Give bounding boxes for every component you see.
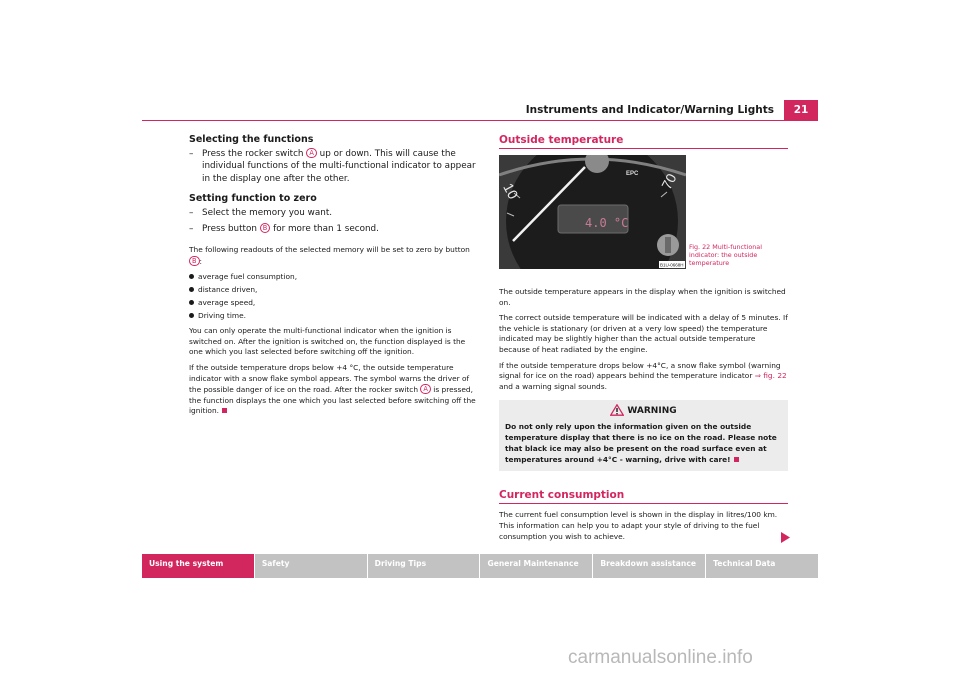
tab-using-system[interactable]: Using the system	[142, 554, 254, 578]
figure-code: B1U-0668H	[660, 262, 684, 268]
heading-setting-zero: Setting function to zero	[189, 193, 317, 205]
heading-selecting-functions: Selecting the functions	[189, 134, 314, 145]
bullet-icon	[189, 313, 194, 318]
paragraph-ignition: You can only operate the multi-functional indicator when the ignition is switched on. After the ignition is switched on, the function displayed is the one which you last selected before switching off the ignition.	[189, 326, 466, 357]
list-item: distance driven,	[189, 283, 477, 296]
warning-title: WARNING	[627, 406, 677, 417]
paragraph-display: The outside temperature appears in the display when the ignition is switched on.	[499, 287, 786, 307]
gauge-label-right: 70	[658, 170, 680, 193]
section-title-outside-temperature: Outside temperature	[499, 134, 788, 149]
page-number: 21	[784, 100, 818, 120]
gauge-label-left: 10	[500, 180, 522, 202]
epc-label: EPC	[626, 171, 639, 177]
warning-body: Do not only rely upon the information given on the outside temperature display that there is no ice on the road. Please note that black ice may also be present on the road surface even at temperatures around +4°C - warning, drive with care!	[505, 422, 777, 465]
figure-row	[499, 155, 788, 275]
tab-technical-data[interactable]: Technical Data	[706, 554, 818, 578]
paragraph-delay: The correct outside temperature will be indicated with a delay of 5 minutes. If the vehicle is stationary (or driven at a very low speed) the temperature indicated may be slightly higher than the actual outside temperature because of heat radiated by the engine.	[499, 313, 788, 354]
section-end-icon	[222, 408, 227, 413]
tab-safety[interactable]: Safety	[255, 554, 367, 578]
list-item: average speed,	[189, 296, 477, 309]
paragraph-consumption: The current fuel consumption level is shown in the display in litres/100 km. This information can help you to adapt your style of driving to the fuel consumption you wish to achieve.	[499, 510, 778, 541]
key-b-icon: B	[260, 223, 271, 233]
bullet-icon	[189, 287, 194, 292]
warning-header	[505, 404, 782, 417]
tab-general-maintenance[interactable]: General Maintenance	[480, 554, 592, 578]
lcd-temperature-readout: 4.0 °C	[585, 216, 629, 230]
tab-driving-tips[interactable]: Driving Tips	[368, 554, 480, 578]
footer-nav	[142, 554, 818, 578]
instrument-cluster-figure	[499, 155, 686, 269]
watermark: carmanualsonline.info	[568, 647, 753, 668]
key-b-icon: B	[189, 256, 200, 266]
paragraph-snowflake: If the outside temperature drops below +4°C, a snow flake symbol (warning signal for ice on the road) appears behind the temperature indicator ⇒ fig. 22 and a warning signal sounds.	[499, 360, 787, 391]
step-press-rocker: – Press the rocker switch A up or down. This will cause the individual functions of the multi-functional indicator to appear in the display one after the other.	[189, 149, 476, 184]
key-a-icon: A	[306, 148, 317, 158]
bullet-icon	[189, 300, 194, 305]
reset-intro: The following readouts of the selected memory will be set to zero by button B :	[189, 245, 470, 266]
list-item: average fuel consumption,	[189, 270, 477, 283]
figure-caption: Fig. 22 Multi-functional indicator: the outside temperature	[689, 243, 762, 267]
section-title-current-consumption: Current consumption	[499, 489, 788, 504]
page-header	[142, 100, 818, 121]
left-column	[189, 134, 477, 422]
reset-list	[189, 270, 477, 322]
right-column	[499, 134, 788, 547]
header-title: Instruments and Indicator/Warning Lights	[525, 104, 774, 116]
list-item: Driving time.	[189, 309, 477, 322]
step-select-memory: – Select the memory you want.	[189, 208, 333, 219]
warning-triangle-icon	[610, 404, 624, 416]
bullet-icon	[189, 274, 194, 279]
tab-breakdown-assistance[interactable]: Breakdown assistance	[593, 554, 705, 578]
section-end-icon	[734, 457, 739, 462]
paragraph-temperature: If the outside temperature drops below +4 °C, the outside temperature indicator with a snow flake symbol appears. The symbol warns the driver of the possible danger of ice on the road. After the rocker switch A is pressed, the function displays the one which you last selected before switching off the ignition.	[189, 363, 476, 416]
knob-slot	[665, 237, 671, 253]
warning-box	[499, 400, 788, 471]
key-a-icon: A	[420, 384, 431, 394]
next-page-arrow-icon[interactable]	[781, 532, 790, 543]
step-press-button: – Press button B for more than 1 second.	[189, 223, 379, 234]
figure-link[interactable]: ⇒ fig. 22	[754, 371, 787, 381]
